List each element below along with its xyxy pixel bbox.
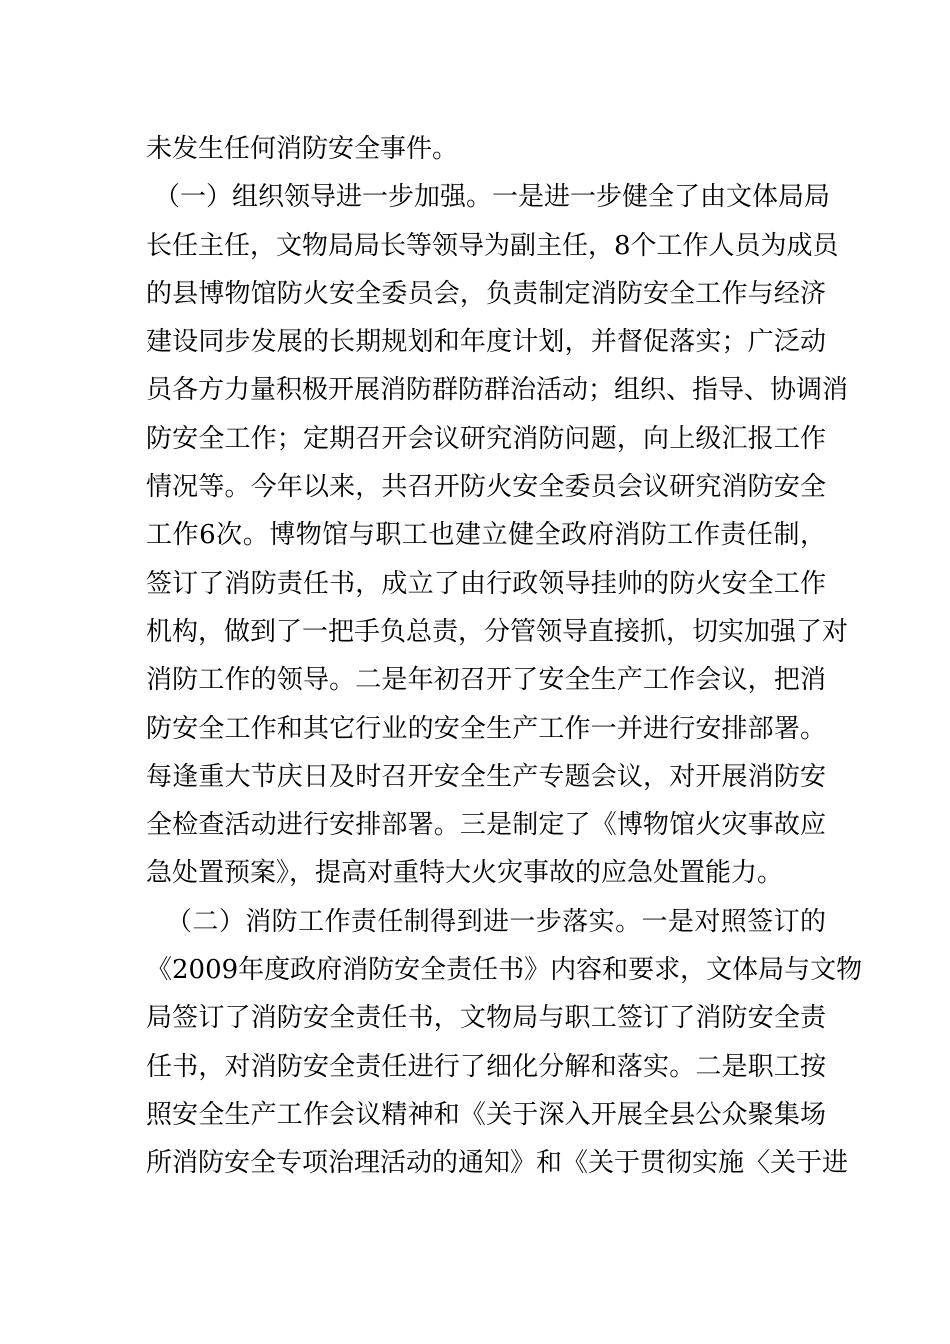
text-line: 防安全工作和其它行业的安全生产工作一并进行安排部署。 bbox=[146, 713, 826, 744]
paragraph-heading-line: （二）消防工作责任制得到进一步落实。一是对照签订的 bbox=[166, 906, 826, 937]
text-line: 长任主任，文物局局长等领导为副主任，8个工作人员为成员 bbox=[146, 230, 839, 261]
text-line: 消防工作的领导。二是年初召开了安全生产工作会议，把消 bbox=[146, 665, 826, 696]
paragraph-heading-line: （一）组织领导进一步加强。一是进一步健全了由文体局局 bbox=[154, 182, 831, 213]
text-line: 照安全生产工作会议精神和《关于深入开展全县公众聚集场 bbox=[146, 1099, 826, 1130]
text-line: 机构，做到了一把手负总责，分管领导直接抓，切实加强了对 bbox=[146, 616, 849, 647]
text-line: 防安全工作；定期召开会议研究消防问题，向上级汇报工作 bbox=[146, 423, 826, 454]
text-line: 每逢重大节庆日及时召开安全生产专题会议，对开展消防安 bbox=[146, 761, 826, 792]
text-line: 未发生任何消防安全事件。 bbox=[146, 134, 459, 164]
text-line: 全检查活动进行安排部署。三是制定了《博物馆火灾事故应 bbox=[146, 810, 826, 841]
text-line: 《2009年度政府消防安全责任书》内容和要求，文体局与文物 bbox=[146, 955, 863, 986]
text-line: 员各方力量积极开展消防群防群治活动；组织、指导、协调消 bbox=[146, 375, 849, 406]
text-line: 工作6次。博物馆与职工也建立健全政府消防工作责任制， bbox=[146, 520, 826, 551]
text-line: 签订了消防责任书，成立了由行政领导挂帅的防火安全工作 bbox=[146, 568, 826, 599]
text-line: 急处置预案》，提高对重特大火灾事故的应急处置能力。 bbox=[146, 858, 784, 889]
text-line: 任书，对消防安全责任进行了细化分解和落实。二是职工按 bbox=[146, 1051, 826, 1082]
text-line: 局签订了消防安全责任书，文物局与职工签订了消防安全责 bbox=[146, 1003, 826, 1034]
text-line: 建设同步发展的长期规划和年度计划，并督促落实；广泛动 bbox=[146, 327, 826, 358]
text-line: 所消防安全专项治理活动的通知》和《关于贯彻实施〈关于进 bbox=[146, 1148, 849, 1179]
text-line: 情况等。今年以来，共召开防火安全委员会议研究消防安全 bbox=[146, 472, 826, 503]
body-text bbox=[146, 125, 863, 1188]
text-line: 的县博物馆防火安全委员会，负责制定消防安全工作与经济 bbox=[146, 278, 826, 309]
